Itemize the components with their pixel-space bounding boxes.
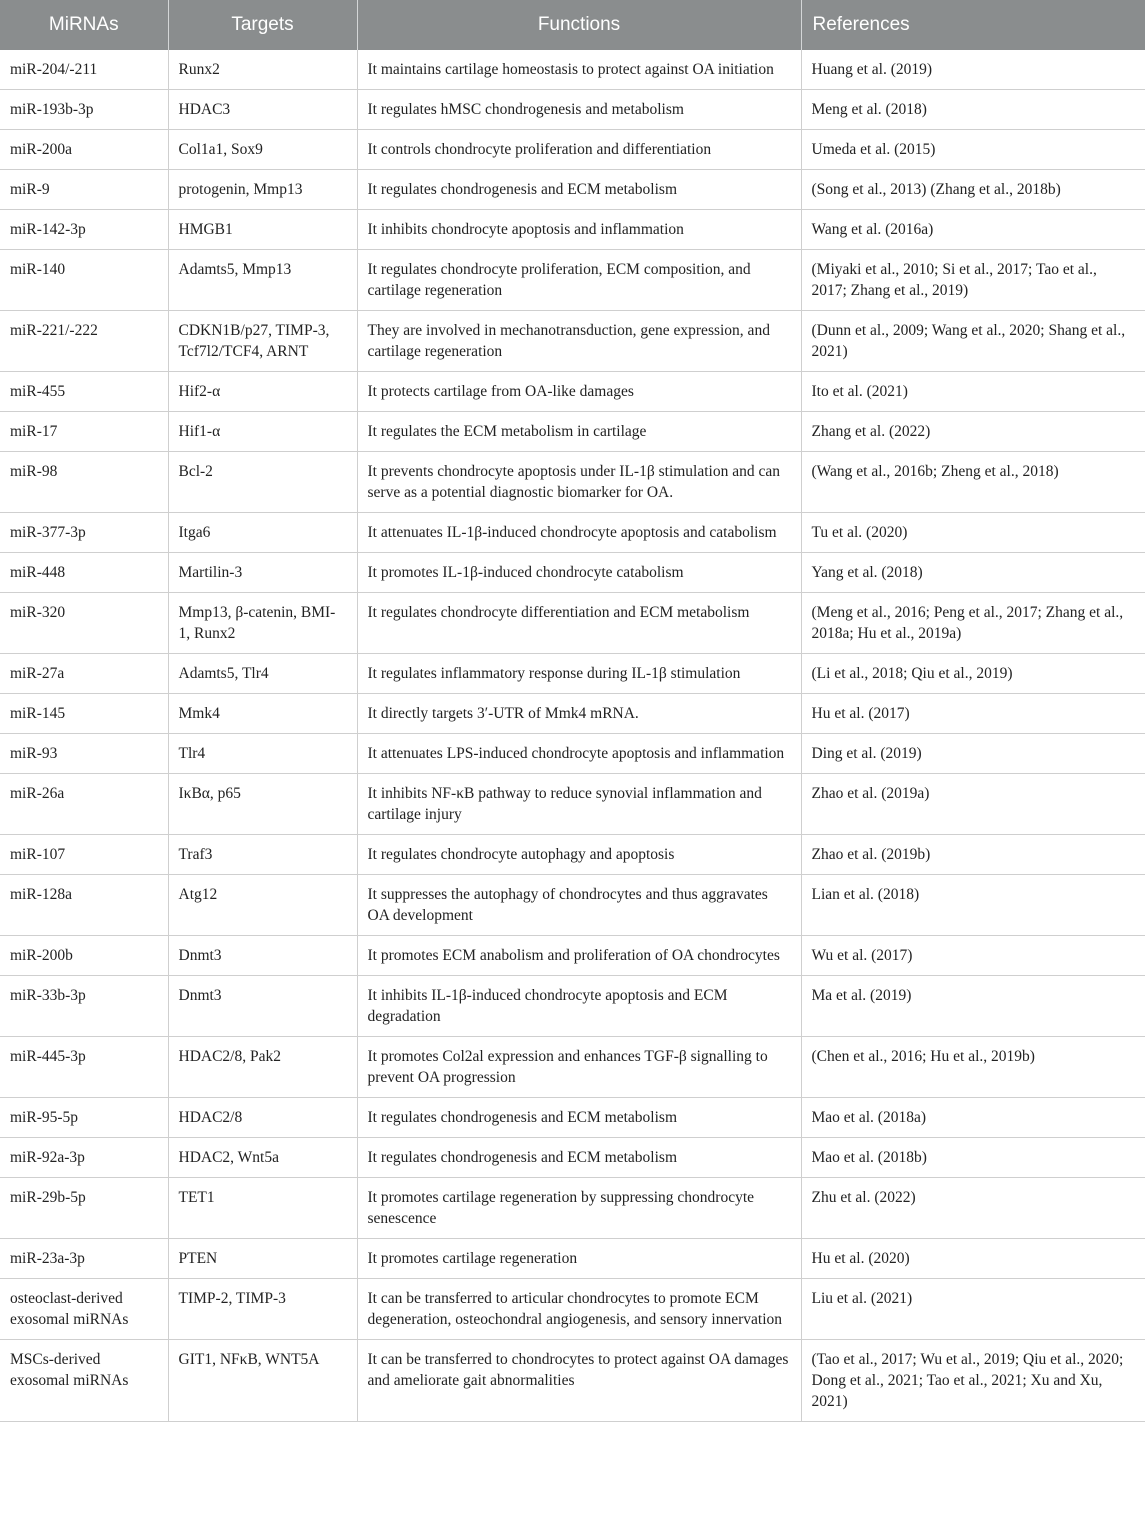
reference-cell: Liu et al. (2021) bbox=[801, 1279, 1145, 1340]
table-row bbox=[0, 90, 1145, 130]
targets-cell: HDAC2/8, Pak2 bbox=[168, 1037, 357, 1098]
reference-cell: Tu et al. (2020) bbox=[801, 513, 1145, 553]
table-row bbox=[0, 593, 1145, 654]
function-cell: It can be transferred to articular chondrocytes to promote ECM degeneration, osteochondral angiogenesis, and sensory innervation bbox=[357, 1279, 801, 1340]
header-mirnas: MiRNAs bbox=[0, 0, 168, 50]
table-row bbox=[0, 210, 1145, 250]
targets-cell: HDAC2/8 bbox=[168, 1098, 357, 1138]
reference-cell: Wu et al. (2017) bbox=[801, 936, 1145, 976]
function-cell: It inhibits chondrocyte apoptosis and inflammation bbox=[357, 210, 801, 250]
mirna-cell: miR-26a bbox=[0, 774, 168, 835]
table-row bbox=[0, 170, 1145, 210]
function-cell: It promotes ECM anabolism and proliferation of OA chondrocytes bbox=[357, 936, 801, 976]
mirna-cell: miR-98 bbox=[0, 452, 168, 513]
header-row bbox=[0, 0, 1145, 50]
function-cell: It protects cartilage from OA-like damages bbox=[357, 372, 801, 412]
table-row bbox=[0, 250, 1145, 311]
reference-cell: Ito et al. (2021) bbox=[801, 372, 1145, 412]
table-row bbox=[0, 694, 1145, 734]
mirna-cell: miR-140 bbox=[0, 250, 168, 311]
function-cell: It regulates hMSC chondrogenesis and metabolism bbox=[357, 90, 801, 130]
mirna-cell: miR-221/-222 bbox=[0, 311, 168, 372]
table-header bbox=[0, 0, 1145, 50]
targets-cell: Col1a1, Sox9 bbox=[168, 130, 357, 170]
table-row bbox=[0, 1178, 1145, 1239]
reference-cell: Umeda et al. (2015) bbox=[801, 130, 1145, 170]
targets-cell: HDAC3 bbox=[168, 90, 357, 130]
mirna-cell: miR-455 bbox=[0, 372, 168, 412]
targets-cell: Adamts5, Tlr4 bbox=[168, 654, 357, 694]
targets-cell: CDKN1B/p27, TIMP-3, Tcf7l2/TCF4, ARNT bbox=[168, 311, 357, 372]
table-row bbox=[0, 774, 1145, 835]
mirna-cell: miR-200b bbox=[0, 936, 168, 976]
table-row bbox=[0, 452, 1145, 513]
targets-cell: Hif1-α bbox=[168, 412, 357, 452]
mirna-cell: miR-29b-5p bbox=[0, 1178, 168, 1239]
reference-cell: Huang et al. (2019) bbox=[801, 50, 1145, 90]
mirna-cell: miR-107 bbox=[0, 835, 168, 875]
table-row bbox=[0, 1138, 1145, 1178]
header-references: References bbox=[801, 0, 1145, 50]
reference-cell: Zhao et al. (2019a) bbox=[801, 774, 1145, 835]
targets-cell: IκBα, p65 bbox=[168, 774, 357, 835]
header-functions: Functions bbox=[357, 0, 801, 50]
reference-cell: (Meng et al., 2016; Peng et al., 2017; Zhang et al., 2018a; Hu et al., 2019a) bbox=[801, 593, 1145, 654]
targets-cell: protogenin, Mmp13 bbox=[168, 170, 357, 210]
mirna-cell: osteoclast-derived exosomal miRNAs bbox=[0, 1279, 168, 1340]
function-cell: It attenuates IL-1β-induced chondrocyte apoptosis and catabolism bbox=[357, 513, 801, 553]
mirna-cell: miR-9 bbox=[0, 170, 168, 210]
function-cell: It promotes IL-1β-induced chondrocyte catabolism bbox=[357, 553, 801, 593]
reference-cell: Zhang et al. (2022) bbox=[801, 412, 1145, 452]
targets-cell: Hif2-α bbox=[168, 372, 357, 412]
function-cell: It regulates the ECM metabolism in cartilage bbox=[357, 412, 801, 452]
reference-cell: Mao et al. (2018b) bbox=[801, 1138, 1145, 1178]
function-cell: It regulates chondrogenesis and ECM metabolism bbox=[357, 1098, 801, 1138]
mirna-cell: miR-128a bbox=[0, 875, 168, 936]
reference-cell: Ding et al. (2019) bbox=[801, 734, 1145, 774]
mirna-cell: miR-145 bbox=[0, 694, 168, 734]
reference-cell: Yang et al. (2018) bbox=[801, 553, 1145, 593]
targets-cell: Tlr4 bbox=[168, 734, 357, 774]
function-cell: It maintains cartilage homeostasis to protect against OA initiation bbox=[357, 50, 801, 90]
function-cell: It suppresses the autophagy of chondrocytes and thus aggravates OA development bbox=[357, 875, 801, 936]
mirna-cell: miR-204/-211 bbox=[0, 50, 168, 90]
table-row bbox=[0, 1037, 1145, 1098]
targets-cell: Dnmt3 bbox=[168, 976, 357, 1037]
reference-cell: Zhao et al. (2019b) bbox=[801, 835, 1145, 875]
table-row bbox=[0, 654, 1145, 694]
targets-cell: HDAC2, Wnt5a bbox=[168, 1138, 357, 1178]
reference-cell: (Song et al., 2013) (Zhang et al., 2018b) bbox=[801, 170, 1145, 210]
function-cell: It controls chondrocyte proliferation and differentiation bbox=[357, 130, 801, 170]
mirna-cell: MSCs-derived exosomal miRNAs bbox=[0, 1340, 168, 1422]
table-row bbox=[0, 513, 1145, 553]
function-cell: It can be transferred to chondrocytes to protect against OA damages and ameliorate gait abnormalities bbox=[357, 1340, 801, 1422]
table-row bbox=[0, 936, 1145, 976]
reference-cell: Meng et al. (2018) bbox=[801, 90, 1145, 130]
targets-cell: Itga6 bbox=[168, 513, 357, 553]
mirna-cell: miR-193b-3p bbox=[0, 90, 168, 130]
mirna-cell: miR-377-3p bbox=[0, 513, 168, 553]
reference-cell: Mao et al. (2018a) bbox=[801, 1098, 1145, 1138]
function-cell: It inhibits IL-1β-induced chondrocyte apoptosis and ECM degradation bbox=[357, 976, 801, 1037]
mirna-cell: miR-33b-3p bbox=[0, 976, 168, 1037]
table-row bbox=[0, 1239, 1145, 1279]
function-cell: It promotes cartilage regeneration bbox=[357, 1239, 801, 1279]
mirna-cell: miR-142-3p bbox=[0, 210, 168, 250]
reference-cell: (Li et al., 2018; Qiu et al., 2019) bbox=[801, 654, 1145, 694]
reference-cell: (Dunn et al., 2009; Wang et al., 2020; Shang et al., 2021) bbox=[801, 311, 1145, 372]
mirna-cell: miR-95-5p bbox=[0, 1098, 168, 1138]
table-row bbox=[0, 130, 1145, 170]
reference-cell: Wang et al. (2016a) bbox=[801, 210, 1145, 250]
mirna-cell: miR-320 bbox=[0, 593, 168, 654]
reference-cell: (Miyaki et al., 2010; Si et al., 2017; Tao et al., 2017; Zhang et al., 2019) bbox=[801, 250, 1145, 311]
targets-cell: Mmp13, β-catenin, BMI-1, Runx2 bbox=[168, 593, 357, 654]
table-row bbox=[0, 553, 1145, 593]
mirna-cell: miR-92a-3p bbox=[0, 1138, 168, 1178]
function-cell: It attenuates LPS-induced chondrocyte apoptosis and inflammation bbox=[357, 734, 801, 774]
targets-cell: TIMP-2, TIMP-3 bbox=[168, 1279, 357, 1340]
function-cell: It regulates chondrocyte proliferation, ECM composition, and cartilage regeneration bbox=[357, 250, 801, 311]
table-row bbox=[0, 1098, 1145, 1138]
table-row bbox=[0, 372, 1145, 412]
function-cell: It promotes cartilage regeneration by suppressing chondrocyte senescence bbox=[357, 1178, 801, 1239]
reference-cell: Ma et al. (2019) bbox=[801, 976, 1145, 1037]
table-row bbox=[0, 734, 1145, 774]
table-row bbox=[0, 1279, 1145, 1340]
table-body bbox=[0, 50, 1145, 1422]
function-cell: It regulates chondrocyte differentiation and ECM metabolism bbox=[357, 593, 801, 654]
mirna-cell: miR-17 bbox=[0, 412, 168, 452]
mirna-cell: miR-23a-3p bbox=[0, 1239, 168, 1279]
targets-cell: HMGB1 bbox=[168, 210, 357, 250]
targets-cell: Bcl-2 bbox=[168, 452, 357, 513]
targets-cell: TET1 bbox=[168, 1178, 357, 1239]
reference-cell: (Chen et al., 2016; Hu et al., 2019b) bbox=[801, 1037, 1145, 1098]
targets-cell: PTEN bbox=[168, 1239, 357, 1279]
mirna-cell: miR-93 bbox=[0, 734, 168, 774]
table-row bbox=[0, 835, 1145, 875]
mirna-cell: miR-27a bbox=[0, 654, 168, 694]
mirna-cell: miR-448 bbox=[0, 553, 168, 593]
function-cell: It regulates chondrogenesis and ECM metabolism bbox=[357, 170, 801, 210]
targets-cell: Martilin-3 bbox=[168, 553, 357, 593]
targets-cell: GIT1, NFκB, WNT5A bbox=[168, 1340, 357, 1422]
function-cell: It regulates chondrocyte autophagy and apoptosis bbox=[357, 835, 801, 875]
function-cell: It prevents chondrocyte apoptosis under IL-1β stimulation and can serve as a potential diagnostic biomarker for OA. bbox=[357, 452, 801, 513]
mirna-cell: miR-445-3p bbox=[0, 1037, 168, 1098]
function-cell: It inhibits NF-κB pathway to reduce synovial inflammation and cartilage injury bbox=[357, 774, 801, 835]
table-row bbox=[0, 50, 1145, 90]
table-row bbox=[0, 311, 1145, 372]
table-row bbox=[0, 875, 1145, 936]
targets-cell: Runx2 bbox=[168, 50, 357, 90]
targets-cell: Adamts5, Mmp13 bbox=[168, 250, 357, 311]
reference-cell: Hu et al. (2017) bbox=[801, 694, 1145, 734]
function-cell: It regulates chondrogenesis and ECM metabolism bbox=[357, 1138, 801, 1178]
function-cell: They are involved in mechanotransduction, gene expression, and cartilage regeneration bbox=[357, 311, 801, 372]
targets-cell: Dnmt3 bbox=[168, 936, 357, 976]
function-cell: It promotes Col2al expression and enhances TGF-β signalling to prevent OA progression bbox=[357, 1037, 801, 1098]
reference-cell: (Wang et al., 2016b; Zheng et al., 2018) bbox=[801, 452, 1145, 513]
reference-cell: Lian et al. (2018) bbox=[801, 875, 1145, 936]
table-row bbox=[0, 412, 1145, 452]
header-targets: Targets bbox=[168, 0, 357, 50]
mirna-cell: miR-200a bbox=[0, 130, 168, 170]
table-row bbox=[0, 976, 1145, 1037]
targets-cell: Atg12 bbox=[168, 875, 357, 936]
reference-cell: (Tao et al., 2017; Wu et al., 2019; Qiu et al., 2020; Dong et al., 2021; Tao et al., 2021; Xu and Xu, 2021) bbox=[801, 1340, 1145, 1422]
targets-cell: Mmk4 bbox=[168, 694, 357, 734]
function-cell: It regulates inflammatory response during IL-1β stimulation bbox=[357, 654, 801, 694]
reference-cell: Zhu et al. (2022) bbox=[801, 1178, 1145, 1239]
targets-cell: Traf3 bbox=[168, 835, 357, 875]
reference-cell: Hu et al. (2020) bbox=[801, 1239, 1145, 1279]
table-row bbox=[0, 1340, 1145, 1422]
function-cell: It directly targets 3′-UTR of Mmk4 mRNA. bbox=[357, 694, 801, 734]
